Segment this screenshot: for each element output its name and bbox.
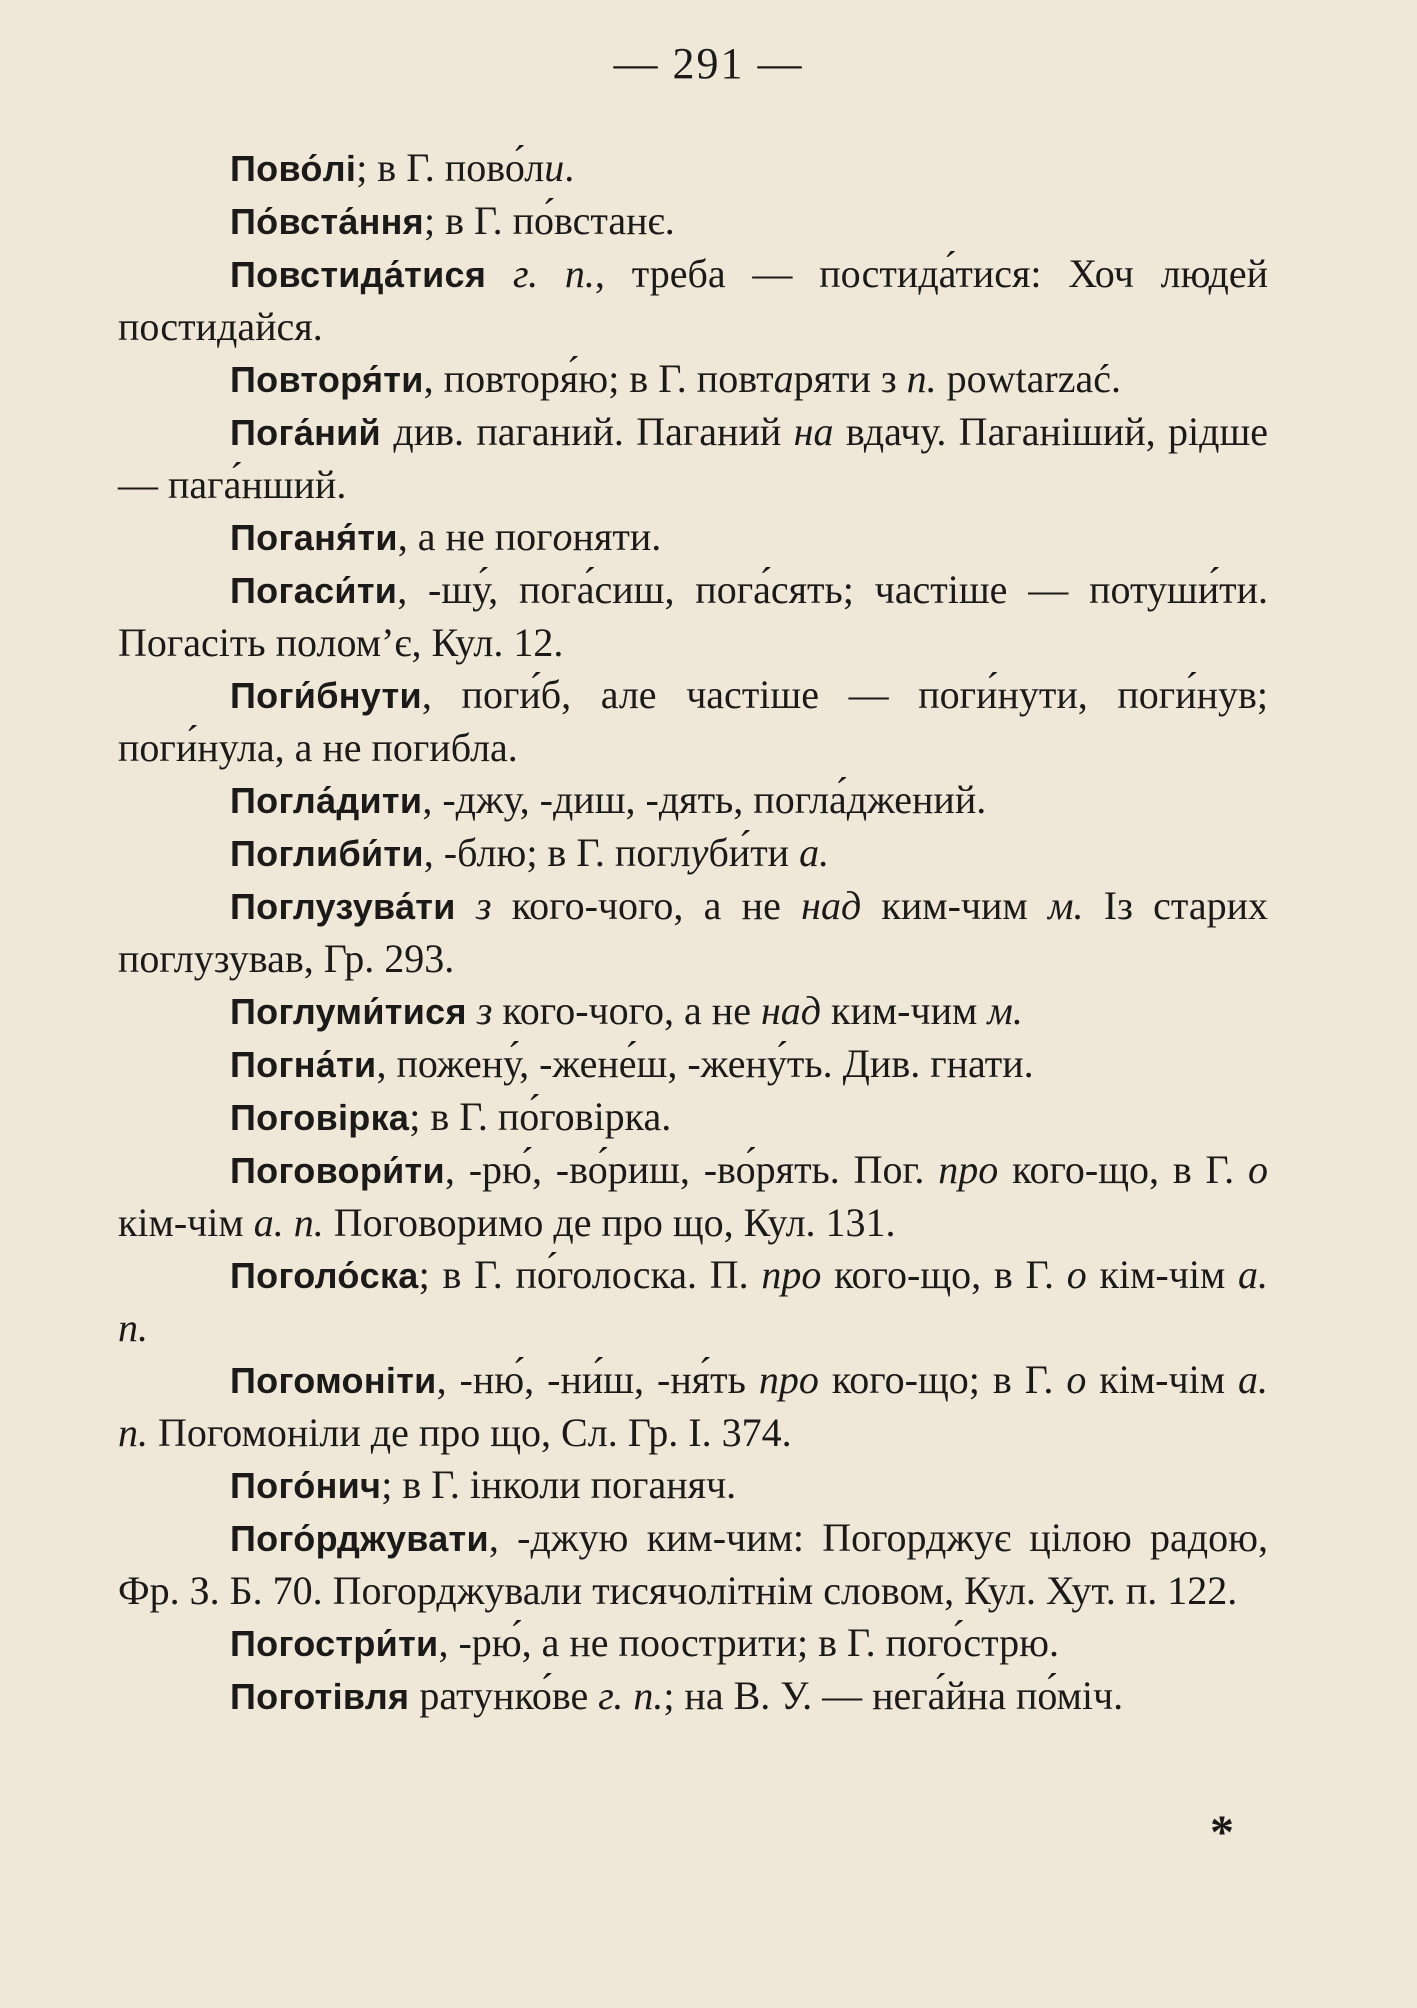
entry-text: ким-чим [861,883,1048,928]
entry-italic-text: г. п. [513,251,595,296]
entry-text: , поги́б, але частіше — поги́нути, поги́нув; поги́нула, а не погибла. [118,672,1268,770]
entry-italic-text: о [1248,1147,1269,1192]
dictionary-entry [118,1091,1268,1144]
entry-italic-text: з [476,988,493,1033]
entry-text: ; в Г. інколи поганяч. [381,1462,737,1507]
entry-italic-text: на [793,409,834,454]
page-number: — 291 — [613,39,804,88]
entry-headword: Погаси́ти [230,570,398,611]
dictionary-entry [118,142,1268,195]
dictionary-entry [118,669,1268,774]
entry-text: кого-що; в Г. [818,1357,1067,1402]
entry-text: Із старих поглузував, Гр. 293. [118,883,1269,981]
dictionary-entry [118,1144,1268,1249]
entry-headword: По́вста́ння [230,201,424,242]
entry-text: вдачу. Паганіший, рідше — пага́нший. [118,409,1268,507]
entry-text: кого-що, в Г. [821,1252,1067,1297]
entry-text: би́ти [708,830,800,875]
entry-italic-text: з [475,883,492,928]
dictionary-entry [118,1459,1268,1512]
dictionary-entry [118,1249,1268,1354]
entry-headword: Поглиби́ти [230,833,424,874]
entry-text: , -блю; в Г. погл [423,830,691,875]
dictionary-entry [118,1038,1268,1091]
dictionary-entry [118,1354,1268,1459]
dictionary-entry [118,985,1268,1038]
entry-text: ратунко́ве [409,1673,599,1718]
entry-headword: Поглуми́тися [230,991,467,1032]
entry-italic-text: а. п. [118,1252,1268,1350]
entry-italic-text: над [801,883,862,928]
entry-text: ряти з [793,356,907,401]
dictionary-entry [118,406,1268,511]
entry-text: , -джую ким-чим: Погорджує цілою радою, Фр. З. Б. 70. Погорджували тисячолітнім словом, Кул. Хут. п. 122. [118,1515,1268,1613]
dictionary-entries [118,142,1268,1723]
entry-text: кого-чого, а не [492,988,761,1033]
entry-headword: Поговори́ти [230,1150,445,1191]
entry-headword: Поглузува́ти [230,886,456,927]
entry-text: Поговоримо де про що, Кул. 131. [323,1200,896,1245]
entry-text: powtarzać. [936,356,1122,401]
entry-text: ; в Г. по́встанє. [423,198,675,243]
entry-text: , треба — постида́тися: Хоч людей постидайся. [118,251,1268,349]
entry-headword: Повторя́ти [230,359,424,400]
entry-headword: Погостри́ти [230,1623,439,1664]
entry-text: див. паганий. Паганий [381,409,794,454]
dictionary-entry [118,774,1268,827]
entry-italic-text: а [773,356,794,401]
entry-text: , -рю́, -во́риш, -во́рять. Пог. [444,1147,939,1192]
dictionary-entry [118,1512,1268,1617]
entry-text: , а не пог [397,514,553,559]
entry-headword: Поги́бнути [230,675,422,716]
entry-italic-text: а. п. [118,1357,1268,1455]
entry-text: ; в Г. по́говірка. [409,1094,672,1139]
dictionary-entry [118,511,1268,564]
entry-headword: Пога́ний [230,412,381,453]
entry-headword: Поголо́ска [230,1255,419,1296]
entry-headword: Пово́лі [230,148,357,189]
entry-headword: Поговірка [230,1097,410,1138]
entry-italic-text: над [760,988,822,1033]
entry-italic-text: у [690,830,709,875]
entry-headword: Пого́рджувати [230,1518,489,1559]
end-mark: * [1210,1806,1234,1859]
entry-text: , -шу́, пога́сиш, пога́сять; частіше — потуши́ти. Погасіть полом’є, Кул. 12. [118,567,1268,665]
entry-text: , -джу, -диш, -дять, погла́джений. [422,777,987,822]
entry-text [486,251,513,296]
entry-text: ; в Г. пово́л [356,145,545,190]
entry-headword: Повстида́тися [230,254,487,295]
entry-headword: Погна́ти [230,1044,377,1085]
dictionary-entry [118,1617,1268,1670]
entry-headword: Поганя́ти [230,517,398,558]
entry-italic-text: о [1066,1252,1087,1297]
entry-text: Погомоніли де про що, Сл. Гр. І. 374. [148,1410,792,1455]
entry-italic-text: о [552,514,573,559]
entry-text: кого-чого, а не [491,883,802,928]
dictionary-entry [118,195,1268,248]
dictionary-entry [118,564,1268,669]
entry-italic-text: о [1066,1357,1087,1402]
entry-italic-text: про [758,1357,819,1402]
entry-text: кім-чім [1086,1252,1238,1297]
entry-text: ; в Г. по́голоска. П. [418,1252,762,1297]
dictionary-entry [118,353,1268,406]
entry-text: няти. [572,514,662,559]
entry-italic-text: про [938,1147,999,1192]
dictionary-entry [118,248,1268,353]
entry-headword: Поготівля [230,1676,410,1717]
entry-text: , пожену́, -жене́ш, -жену́ть. Див. гнати. [376,1041,1034,1086]
entry-text: кім-чім [118,1200,254,1245]
entry-text: , повторя́ю; в Г. повт [423,356,774,401]
entry-italic-text: про [761,1252,822,1297]
entry-italic-text: г. п. [598,1673,664,1718]
entry-italic-text: и [544,145,565,190]
entry-text: ; на В. У. — нега́йна по́міч. [663,1673,1124,1718]
entry-italic-text: а. п. [253,1200,324,1245]
entry-headword: Погомоніти [230,1360,437,1401]
entry-text [467,988,477,1033]
entry-text: , -рю́, а не поострити; в Г. пого́стрю. [438,1620,1060,1665]
entry-text [456,883,476,928]
entry-italic-text: п. [906,356,937,401]
entry-text: кого-що, в Г. [998,1147,1249,1192]
entry-headword: Погла́дити [230,780,423,821]
entry-text: , -ню́, -ни́ш, -ня́ть [436,1357,759,1402]
entry-headword: Пого́нич [230,1465,382,1506]
dictionary-entry [118,1670,1268,1723]
dictionary-entry [118,880,1268,985]
entry-italic-text: а. [799,830,830,875]
dictionary-entry [118,827,1268,880]
entry-text: . [564,145,575,190]
entry-italic-text: м. [1047,883,1084,928]
entry-italic-text: м. [987,988,1023,1033]
entry-text: кім-чім [1086,1357,1238,1402]
entry-text: ким-чим [821,988,988,1033]
